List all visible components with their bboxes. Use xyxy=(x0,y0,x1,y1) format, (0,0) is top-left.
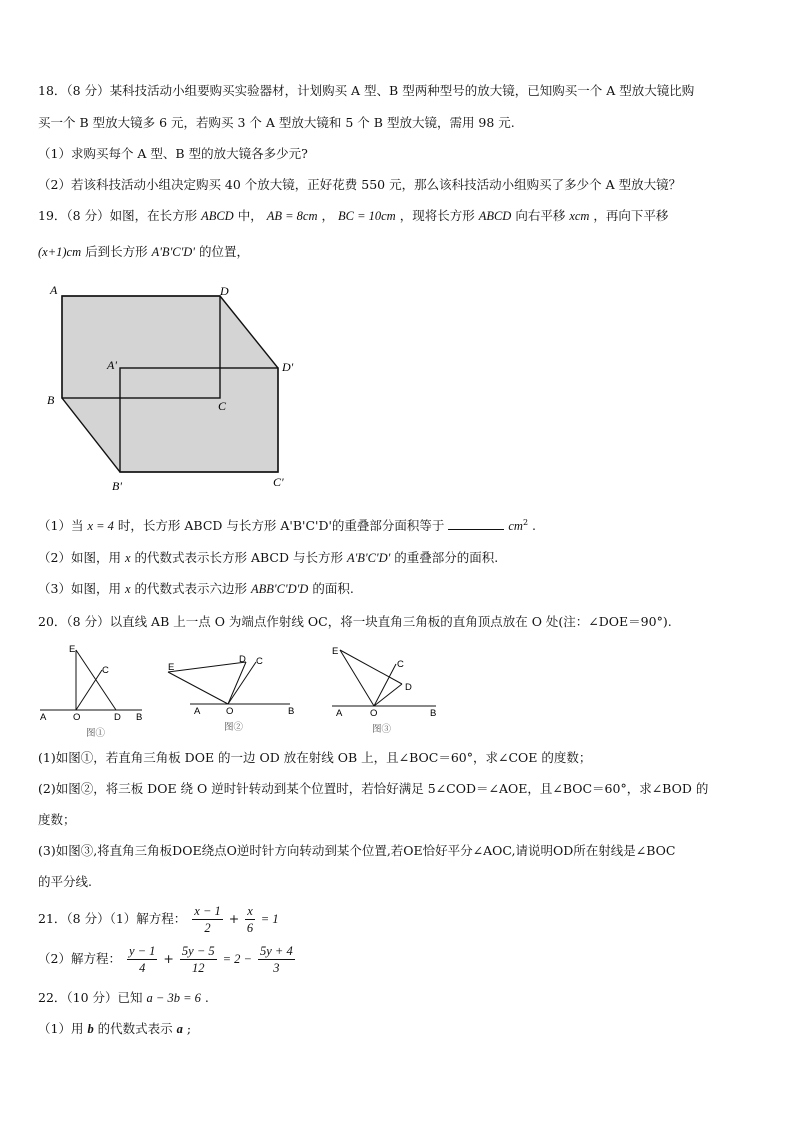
hexagon-shading xyxy=(62,296,278,472)
fraction-denominator: 4 xyxy=(139,961,146,975)
q19-part-2 xyxy=(38,550,498,566)
q21-part-2 xyxy=(38,942,297,976)
q22-text: 的代数式表示 xyxy=(97,1021,173,1036)
q18-part-1: （1）求购买每个 A 型、B 型的放大镜各多少元? xyxy=(38,146,308,161)
q20-part-2-line-1: (2)如图②，将三板 DOE 绕 O 逆时针转动到某个位置时，若恰好满足 5∠COD＝∠AOE，且∠BOC＝60°，求∠BOD 的 xyxy=(38,781,709,796)
fraction-numerator: 5y + 4 xyxy=(259,944,293,958)
fig3-label-a: A xyxy=(336,708,343,719)
q19-var-x: x xyxy=(124,551,131,565)
label-a-prime: A' xyxy=(107,358,117,372)
fig3-caption: 图③ xyxy=(372,724,392,735)
q19-text: （1）当 xyxy=(38,518,84,534)
q18-part-2: （2）若该科技活动小组决定购买 40 个放大镜，正好花费 550 元，那么该科技活动小组购买了多少个 A 型放大镜？ xyxy=(38,177,682,192)
q19-rect-abcd: ABCD xyxy=(201,209,234,223)
q21-middle: = 2 − xyxy=(222,952,252,966)
q20-part-2-line-2: 度数； xyxy=(38,812,76,827)
fraction-numerator: 5y − 5 xyxy=(181,944,215,958)
q20-part-3-line-2: 的平分线. xyxy=(38,874,92,889)
q22-text: 22．（10 分）已知 xyxy=(38,990,143,1005)
q19-bc-length: BC = 10cm xyxy=(337,209,396,223)
q19-text: 的面积. xyxy=(312,581,354,596)
q19-rectangles-figure xyxy=(40,278,310,500)
fig1-caption: 图① xyxy=(86,728,106,739)
fig2-caption: 图② xyxy=(224,722,244,733)
fig1-label-c: C xyxy=(102,665,109,676)
label-b: B xyxy=(47,393,55,407)
fig2-label-e: E xyxy=(168,662,175,673)
q19-text: 的代数式表示六边形 xyxy=(134,581,248,596)
q20-figure-1 xyxy=(36,640,148,740)
fig1-label-b: B xyxy=(136,712,143,723)
q22-var-b: b xyxy=(87,1022,94,1036)
label-d-prime: D' xyxy=(282,360,294,374)
q19-rect-abcd: ABCD xyxy=(478,209,512,223)
q22-line-1 xyxy=(38,990,209,1006)
fig3-label-d: D xyxy=(405,682,412,693)
fig2-label-d: D xyxy=(239,654,246,665)
q19-text: ，现将长方形 xyxy=(399,208,475,223)
q19-text: 时，长方形 ABCD 与长方形 A'B'C'D'的重叠部分面积等于 xyxy=(117,518,445,534)
q19-text: 的位置， xyxy=(198,244,249,259)
q20-part-1: (1)如图①，若直角三角板 DOE 的一边 OD 放在射线 OB 上，且∠BOC＝60°，求∠COE 的度数； xyxy=(38,750,592,765)
q22-condition: a − 3b = 6 xyxy=(146,991,201,1005)
label-c-prime: C' xyxy=(273,475,284,489)
q19-comma: ， xyxy=(321,208,334,223)
fraction-numerator: x xyxy=(247,904,253,918)
q20-figure-3 xyxy=(326,640,446,736)
fig2-label-a: A xyxy=(194,706,201,717)
q22-text: （1）用 xyxy=(38,1021,84,1036)
q19-part-3 xyxy=(38,581,354,597)
q19-line-1 xyxy=(38,208,668,224)
fig2-label-c: C xyxy=(256,656,263,667)
q20-figure-2 xyxy=(164,650,304,736)
q19-shift-x: xcm xyxy=(569,209,590,223)
fraction-denominator: 2 xyxy=(204,921,211,935)
q19-hexagon: ABB'C'D'D xyxy=(251,582,309,596)
q21-fraction-2 xyxy=(245,903,255,936)
q19-text: （3）如图，用 xyxy=(38,581,121,596)
q19-ab-length: AB = 8cm xyxy=(266,209,318,223)
q19-text: 的代数式表示长方形 ABCD 与长方形 xyxy=(134,550,343,565)
fraction-denominator: 3 xyxy=(273,961,280,975)
fig3-label-c: C xyxy=(397,659,404,670)
q19-line-2 xyxy=(38,244,249,260)
q19-rect-prime: A'B'C'D' xyxy=(151,245,195,259)
q19-text: （2）如图，用 xyxy=(38,550,121,565)
q19-unit: cm xyxy=(508,519,523,534)
fig1-label-e: E xyxy=(69,644,76,655)
q19-text: . xyxy=(532,518,537,534)
q21-fraction-3 xyxy=(127,943,157,976)
label-d: D xyxy=(220,284,229,298)
q19-unit-sup: 2 xyxy=(522,518,529,527)
q21-text: 21．（8 分）（1）解方程： xyxy=(38,911,187,926)
q21-fraction-4 xyxy=(180,943,217,976)
fig3-label-e: E xyxy=(332,646,339,657)
q18-line-1: 18．（8 分）某科技活动小组要购买实验器材，计划购买 A 型、B 型两种型号的放大镜，已知购买一个 A 型放大镜比购 xyxy=(38,83,695,98)
fig1-label-a: A xyxy=(40,712,47,723)
q22-text: . xyxy=(204,990,209,1005)
fraction-numerator: y − 1 xyxy=(128,944,156,958)
q21-part-1 xyxy=(38,902,279,936)
answer-blank[interactable] xyxy=(448,517,504,530)
q19-rect-prime: A'B'C'D' xyxy=(346,551,391,565)
fig2-label-o: O xyxy=(226,706,234,717)
fig2-label-b: B xyxy=(288,706,295,717)
label-a: A xyxy=(50,283,58,297)
plus-sign: + xyxy=(163,951,174,966)
q21-fraction-5 xyxy=(258,943,295,976)
q22-text: ; xyxy=(186,1021,192,1036)
q20-line-1: 20．（8 分）以直线 AB 上一点 O 为端点作射线 OC，将一块直角三角板的直角顶点放在 O 处(注：∠DOE＝90°). xyxy=(38,614,672,629)
fraction-numerator: x − 1 xyxy=(194,904,221,918)
q19-intro: 19．（8 分）如图，在长方形 xyxy=(38,208,198,223)
q22-part-1 xyxy=(38,1021,191,1037)
q19-part-1 xyxy=(38,515,536,534)
label-b-prime: B' xyxy=(112,479,122,493)
q19-text: 的重叠部分的面积. xyxy=(394,550,499,565)
q21-text: （2）解方程： xyxy=(38,951,121,966)
q20-part-3-line-1: (3)如图③,将直角三角板DOE绕点O逆时针方向转动到某个位置,若OE恰好平分∠AOC,请说明OD所在射线是∠BOC xyxy=(38,843,676,858)
q19-text: 中， xyxy=(237,208,263,223)
fig3-label-o: O xyxy=(370,708,378,719)
q19-text: 向右平移 xyxy=(515,208,566,223)
q19-text: 后到长方形 xyxy=(85,244,148,259)
q19-x-value: x = 4 xyxy=(87,519,114,534)
fig1-label-d: D xyxy=(114,712,121,723)
q19-var-x: x xyxy=(124,582,131,596)
fraction-denominator: 6 xyxy=(246,921,254,935)
q19-shift-y: (x+1)cm xyxy=(38,245,82,259)
q19-text: ，再向下平移 xyxy=(593,208,669,223)
fraction-denominator: 12 xyxy=(192,961,205,975)
fig1-label-o: O xyxy=(73,712,81,723)
q22-var-a: a xyxy=(176,1022,183,1036)
q18-line-2: 买一个 B 型放大镜多 6 元，若购买 3 个 A 型放大镜和 5 个 B 型放大镜，需用 98 元. xyxy=(38,115,515,130)
plus-sign: + xyxy=(228,911,240,926)
fig3-label-b: B xyxy=(430,708,437,719)
q21-rhs: = 1 xyxy=(260,912,279,926)
label-c: C xyxy=(218,399,227,413)
q21-fraction-1 xyxy=(192,903,222,936)
